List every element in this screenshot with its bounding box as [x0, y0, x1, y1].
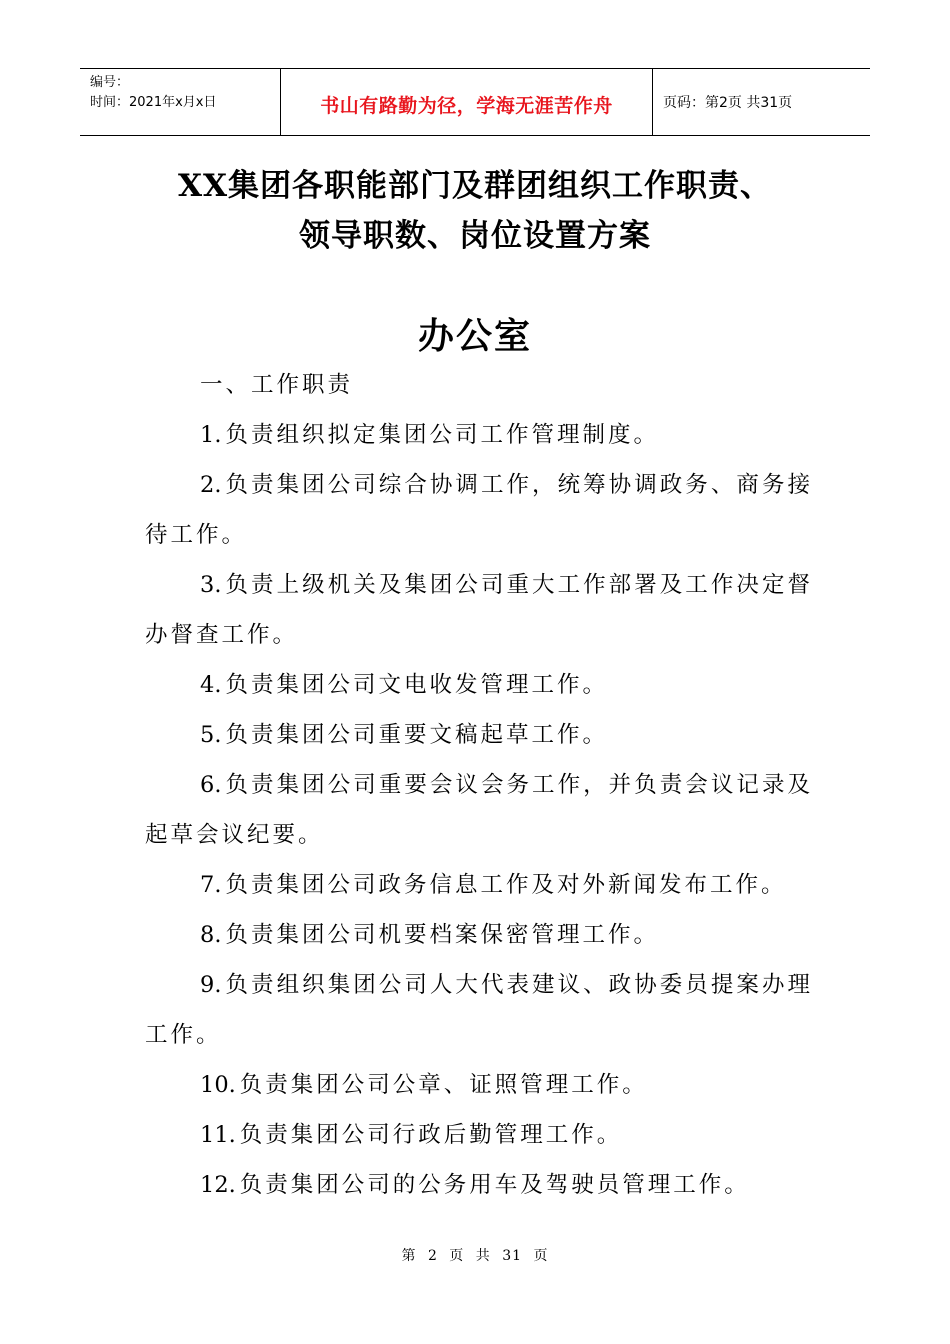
duty-item-text: 负责集团公司综合协调工作，统筹协调政务、商务接待工作。	[145, 472, 813, 548]
duty-list-item	[145, 1060, 813, 1110]
duty-item-number: 2.	[200, 472, 222, 498]
duty-item-text: 负责集团公司的公务用车及驾驶员管理工作。	[239, 1172, 750, 1198]
duty-list-item	[145, 460, 813, 560]
duty-item-number: 6.	[200, 772, 222, 798]
duty-item-text: 负责集团公司文电收发管理工作。	[225, 672, 608, 698]
duty-list-item	[145, 1160, 813, 1210]
duty-list-item	[145, 1110, 813, 1160]
document-body	[145, 360, 813, 1210]
duty-item-number: 11.	[200, 1122, 236, 1148]
duty-item-number: 3.	[200, 572, 222, 598]
duty-list-item	[145, 910, 813, 960]
duty-item-number: 8.	[200, 922, 222, 948]
section-title: 办公室	[417, 315, 532, 357]
subsection-heading: 一、工作职责	[200, 372, 354, 398]
duty-list	[145, 410, 813, 1210]
duty-item-text: 负责集团公司机要档案保密管理工作。	[225, 922, 659, 948]
duty-item-number: 12.	[200, 1172, 236, 1198]
duty-item-text: 负责组织拟定集团公司工作管理制度。	[225, 422, 659, 448]
header-meta	[80, 69, 281, 135]
duty-list-item	[145, 860, 813, 910]
duty-item-text: 负责集团公司政务信息工作及对外新闻发布工作。	[225, 872, 787, 898]
header-motto: 书山有路勤为径，学海无涯苦作舟	[281, 69, 653, 135]
duty-list-item	[145, 410, 813, 460]
duty-list-item	[145, 710, 813, 760]
duty-item-number: 10.	[200, 1072, 236, 1098]
duty-item-text: 负责集团公司重要文稿起草工作。	[225, 722, 608, 748]
duty-item-number: 9.	[200, 972, 222, 998]
page-header	[80, 68, 870, 136]
duty-item-number: 7.	[200, 872, 222, 898]
document-title-line-1: XX集团各职能部门及群团组织工作职责、	[177, 168, 773, 204]
document-code-label: 编号：	[90, 75, 130, 90]
document-time-label: 时间：2021年x月x日	[90, 95, 217, 110]
duty-item-number: 5.	[200, 722, 222, 748]
duty-item-text: 负责组织集团公司人大代表建议、政协委员提案办理工作。	[145, 972, 813, 1048]
duty-item-text: 负责集团公司公章、证照管理工作。	[239, 1072, 648, 1098]
duty-item-text: 负责上级机关及集团公司重大工作部署及工作决定督办督查工作。	[145, 572, 813, 648]
duty-item-number: 1.	[200, 422, 222, 448]
duty-item-text: 负责集团公司重要会议会务工作，并负责会议记录及起草会议纪要。	[145, 772, 813, 848]
duty-list-item	[145, 760, 813, 860]
page-footer: 第 2 页 共 31 页	[401, 1248, 549, 1264]
duty-list-item	[145, 960, 813, 1060]
duty-list-item	[145, 560, 813, 660]
duty-item-number: 4.	[200, 672, 222, 698]
duty-item-text: 负责集团公司行政后勤管理工作。	[239, 1122, 623, 1148]
document-title-line-2: 领导职数、岗位设置方案	[299, 218, 651, 254]
header-page-info: 页码：第2页 共31页	[663, 95, 793, 111]
duty-list-item	[145, 660, 813, 710]
